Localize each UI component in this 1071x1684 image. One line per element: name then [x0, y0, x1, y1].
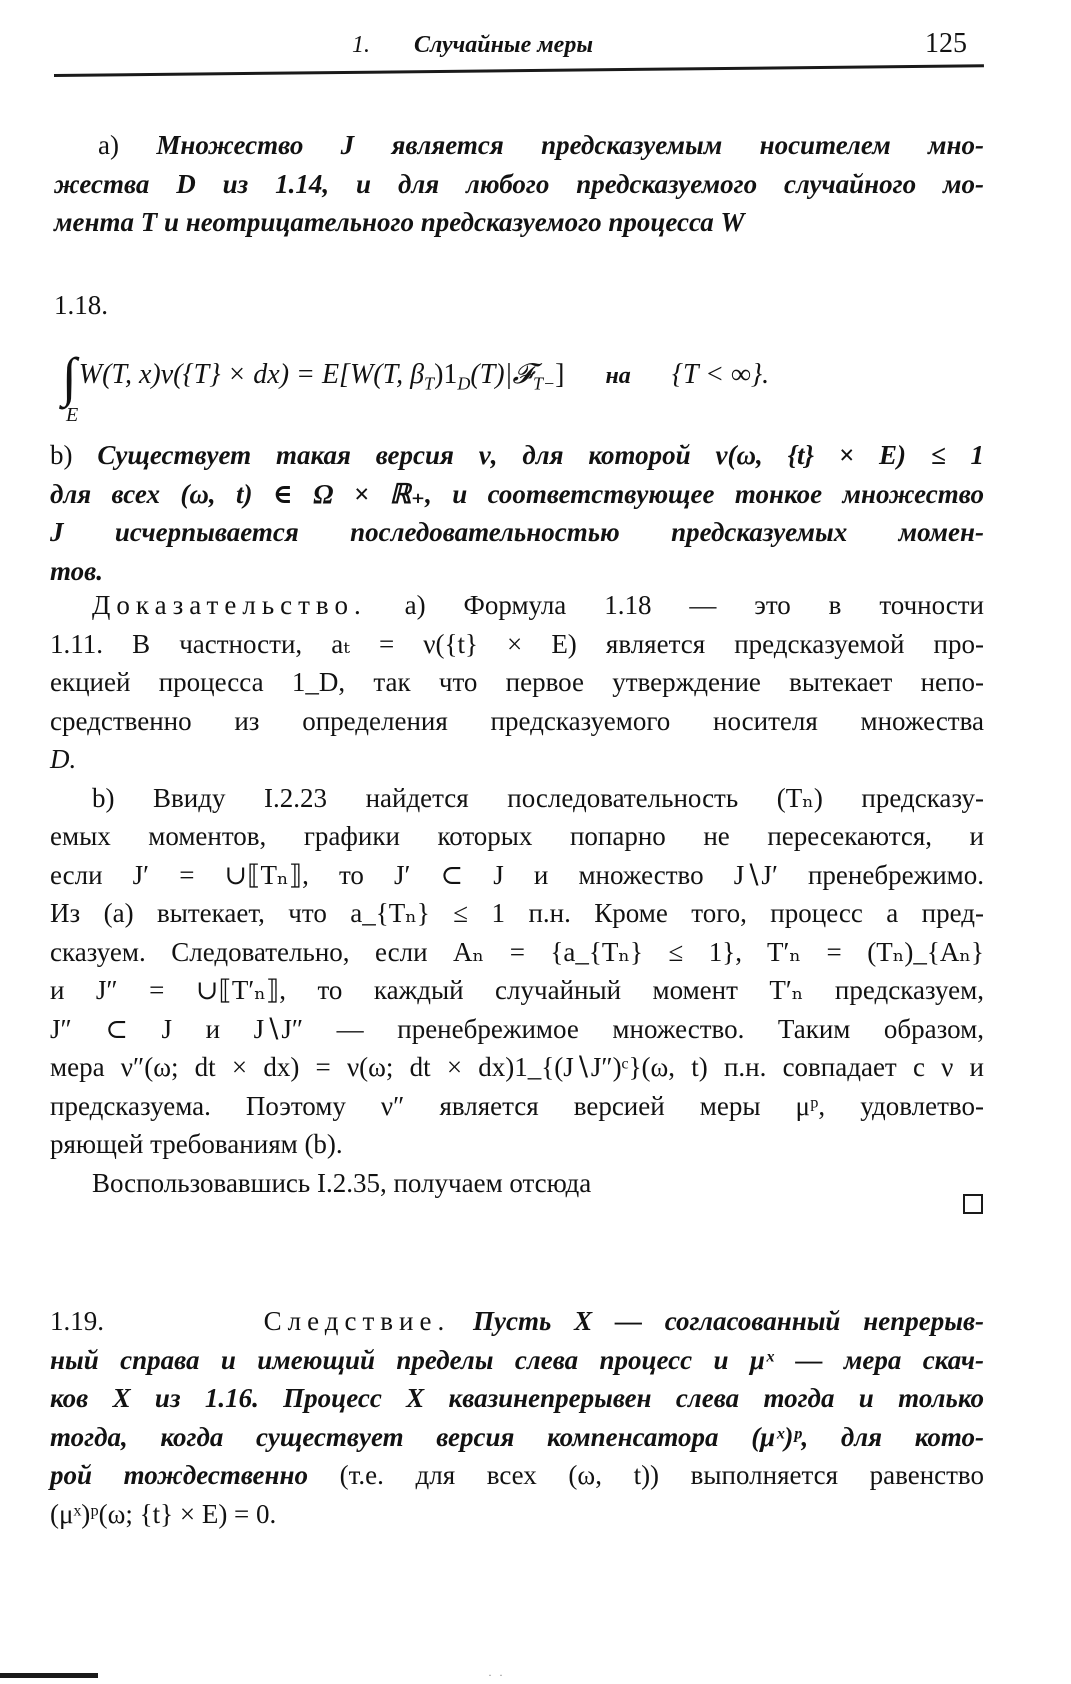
formula-lhs: W(T, x)ν({T} × dx) = E[W(T, β — [78, 359, 425, 390]
running-head-title: Случайные меры — [414, 32, 593, 58]
item-b — [50, 436, 984, 590]
formula-sigma-algebra: 𝓕 — [512, 359, 533, 390]
corollary-line-1 — [50, 1302, 984, 1341]
proof-line-2: 1.11. В частности, aₜ = ν({t} × E) является предсказуемой про- — [50, 628, 984, 659]
scan-edge-bar — [0, 1673, 98, 1678]
integral-sign: ∫ — [62, 347, 77, 407]
footer-mark: · · — [488, 1668, 505, 1682]
item-b-line-3: J исчерпывается последовательностью предсказуемых момен- — [50, 517, 984, 547]
closing-sentence: Воспользовавшись I.2.35, получаем отсюда — [92, 1167, 592, 1198]
corollary-line-6: (μˣ)ᵖ(ω; {t} × E) = 0. — [50, 1498, 277, 1529]
formula-indicator: )1 — [434, 359, 458, 390]
proof-b-line-3: если J′ = ∪⟦Tₙ⟧, то J′ ⊂ J и множество J∖J′ пренебрежимо. — [50, 859, 984, 890]
page-number: 125 — [925, 28, 967, 59]
proof-b-line-5: сказуем. Следовательно, если Aₙ = {a_{Tₙ} ≤ 1}, T′ₙ = (Tₙ)_{Aₙ} — [50, 936, 984, 967]
qed-square-icon — [963, 1194, 983, 1214]
corollary-line-2: ный справа и имеющий пределы слева процесс и μˣ — мера скач- — [50, 1344, 984, 1375]
integral-subscript: E — [66, 404, 79, 426]
proof-text-1: a) Формула 1.18 — это в точности — [404, 590, 985, 620]
item-b-text-1: Существует такая версия ν, для которой ν(ω, {t} × E) ≤ 1 — [97, 440, 984, 470]
formula-rhs: {T < ∞}. — [671, 359, 770, 390]
proof-line-4: средственно из определения предсказуемого носителя множества — [50, 705, 984, 736]
corollary-text-5a: рой тождественно — [50, 1460, 309, 1490]
item-a — [54, 126, 984, 242]
item-b-line-1 — [50, 436, 984, 475]
item-b-label: b) — [50, 440, 73, 470]
formula-close-bracket: ] — [555, 359, 565, 390]
corollary-line-3: ков X из 1.16. Процесс X квазинепрерывен слева тогда и только — [50, 1383, 984, 1413]
proof-b-line-4: Из (a) вытекает, что a_{Tₙ} ≤ 1 п.н. Кроме того, процесс a пред- — [50, 898, 984, 928]
corollary-text-1: Пусть X — согласованный непрерыв- — [473, 1306, 985, 1336]
corollary-heading: Следствие. — [263, 1306, 451, 1336]
item-a-line-3: мента T и неотрицательного предсказуемого процесса W — [54, 207, 745, 237]
proof-b-line-1: b) Ввиду I.2.23 найдется последовательность (Tₙ) предсказу- — [92, 782, 984, 813]
header-rule — [54, 64, 984, 77]
formula-1-18 — [62, 347, 770, 407]
proof-b-line-7: J″ ⊂ J и J∖J″ — пренебрежимое множество. Таким образом, — [50, 1013, 984, 1044]
formula-sub-t: T — [424, 373, 435, 394]
proof-b-line-8: мера ν″(ω; dt × dx) = ν(ω; dt × dx)1_{(J∖J″)ᶜ}(ω, t) п.н. совпадает с ν и — [50, 1052, 984, 1082]
formula-sub-d: D — [457, 373, 471, 394]
corollary-line-4: тогда, когда существует версия компенсатора (μˣ)ᵖ, для кото- — [50, 1421, 984, 1452]
item-a-line-2: жества D из 1.14, и для любого предсказуемого случайного мо- — [54, 168, 984, 199]
item-b-line-4: тов. — [50, 555, 103, 586]
proof-line-3: екцией процесса 1_D, так что первое утверждение вытекает непо- — [50, 667, 984, 697]
proof-b-line-6: и J″ = ∪⟦T′ₙ⟧, то каждый случайный момент T′ₙ предсказуем, — [50, 975, 984, 1005]
proof-line-5: D. — [50, 744, 77, 774]
formula-number: 1.18. — [54, 290, 108, 320]
proof-heading: Доказательство. — [92, 590, 367, 620]
item-a-text-1: Множество J является предсказуемым носителем мно- — [156, 130, 985, 160]
proof-b-line-9: предсказуема. Поэтому ν″ является версией меры μᵖ, удовлетво- — [50, 1090, 984, 1121]
running-head-section: 1. — [352, 32, 370, 58]
proof-b-line-10: ряющей требованиям (b). — [50, 1129, 343, 1159]
corollary-line-5 — [50, 1456, 984, 1495]
formula-mid: (T)| — [470, 359, 513, 390]
proof-line-1 — [50, 586, 984, 625]
corollary-text-5b: (т.е. для всех (ω, t)) выполняется равенство — [308, 1460, 984, 1490]
corollary-number: 1.19. — [50, 1306, 104, 1336]
formula-word-na: на — [605, 363, 631, 389]
proof — [50, 586, 984, 1202]
item-a-line-1 — [54, 126, 984, 165]
formula-sub-tminus: T− — [532, 373, 556, 394]
item-a-label: a) — [98, 130, 119, 160]
corollary — [50, 1302, 984, 1533]
item-b-line-2: для всех (ω, t) ∈ Ω × ℝ₊, и соответствующее тонкое множество — [50, 478, 984, 509]
proof-b-line-2: емых моментов, графики которых попарно не пересекаются, и — [50, 821, 984, 851]
